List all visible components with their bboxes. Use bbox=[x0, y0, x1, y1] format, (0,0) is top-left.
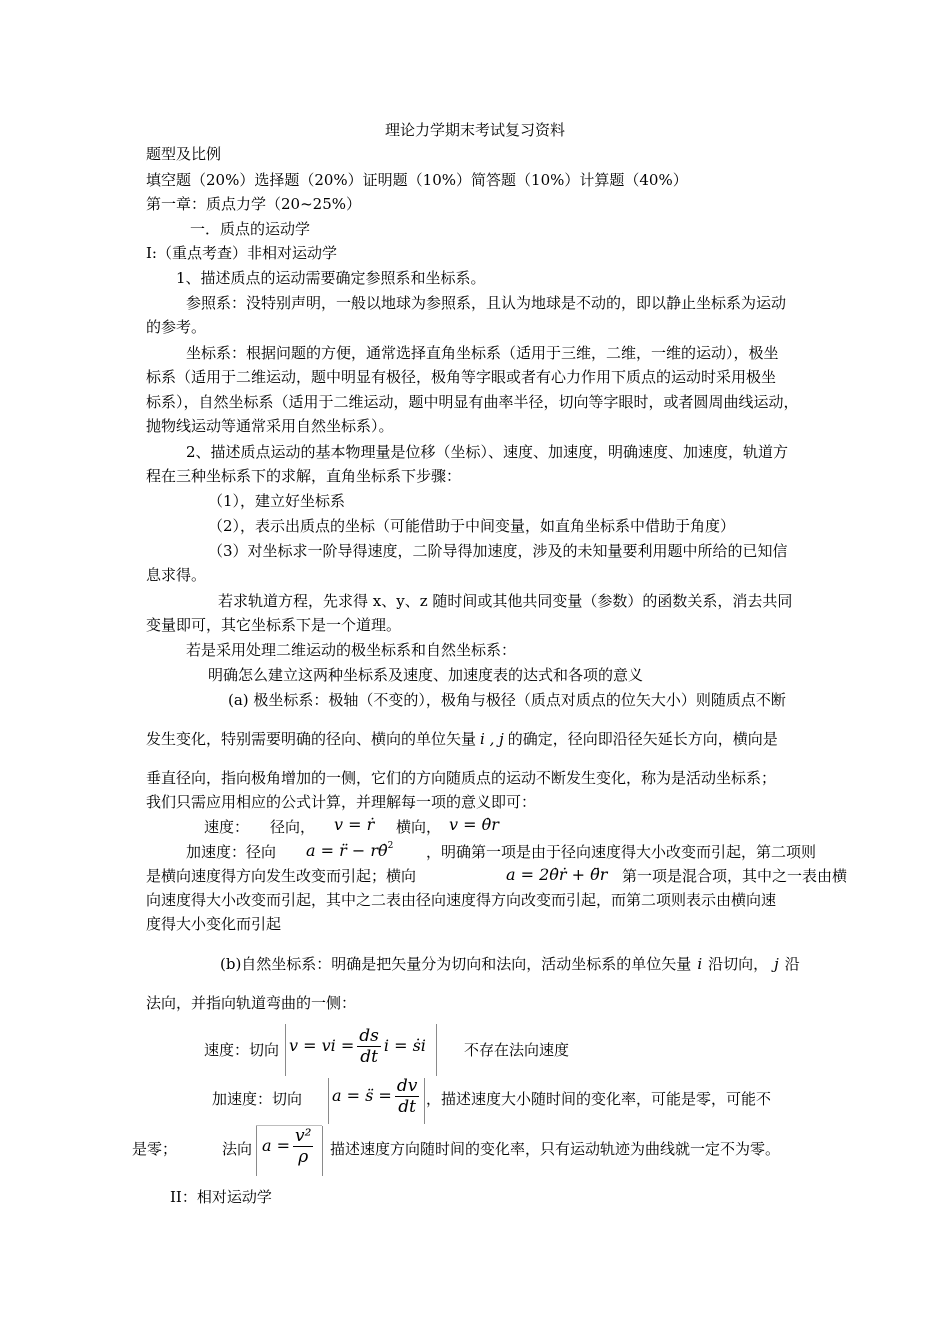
section-heading: 题型及比例 bbox=[146, 145, 222, 163]
acceleration-label: 加速度：切向 bbox=[212, 1090, 303, 1108]
tangential-velocity-formula: v = vi = $\frac{ds}{dt}$ i = ṡi bbox=[289, 1026, 426, 1067]
part-heading: I:（重点考查）非相对运动学 bbox=[146, 244, 337, 262]
formula-frame-line bbox=[424, 1078, 425, 1124]
text-span: (b)自然坐标系：明确是把矢量分为切向和法向，活动坐标系的单位矢量 bbox=[220, 955, 692, 973]
paragraph-line: 息求得。 bbox=[146, 566, 207, 584]
paragraph-line: 标系），自然坐标系（适用于二维运动，题中明显有曲率半径，切向等字眼时，或者圆周曲线运动， bbox=[146, 393, 799, 411]
paragraph-line: 1、描述质点的运动需要确定参照系和坐标系。 bbox=[176, 269, 486, 287]
formula-frame-line bbox=[436, 1024, 437, 1076]
paragraph-line: 2、描述质点运动的基本物理量是位移（坐标）、速度、加速度，明确速度、加速度，轨道方 bbox=[186, 443, 789, 461]
unit-vectors-formula: i , j bbox=[480, 730, 504, 748]
radial-velocity-formula: v = ṙ bbox=[334, 815, 375, 834]
formula-frame-line bbox=[256, 1126, 257, 1176]
velocity-label: 速度：切向 bbox=[204, 1041, 280, 1059]
paragraph-line: 法向，并指向轨道弯曲的一侧： bbox=[146, 994, 357, 1012]
paragraph-line: 程在三种坐标系下的求解，直角坐标系下步骤： bbox=[146, 467, 462, 485]
fraction: $\frac{dv}{dt}$ bbox=[396, 1076, 418, 1117]
paragraph-line: 坐标系：根据问题的方便，通常选择直角坐标系（适用于三维，二维，一维的运动），极坐 bbox=[186, 344, 779, 362]
paragraph-line: 参照系：没特别声明，一般以地球为参照系，且认为地球是不动的，即以静止坐标系为运动 bbox=[186, 294, 787, 312]
text-span: 沿 bbox=[784, 955, 800, 973]
paragraph-line bbox=[220, 954, 800, 974]
formula-frame-line bbox=[285, 1024, 286, 1076]
question-types-line: 填空题（20%）选择题（20%）证明题（10%）简答题（10%）计算题（40%） bbox=[146, 171, 688, 189]
paragraph-line: (a) 极坐标系：极轴（不变的），极角与极径（质点对质点的位矢大小）则随质点不断 bbox=[228, 691, 786, 709]
paragraph-line: 向速度得大小改变而引起，其中之二表由径向速度得方向改变而引起，而第二项则表示由横向速 bbox=[146, 891, 777, 909]
chapter-heading: 第一章：质点力学（20~25%） bbox=[146, 195, 361, 213]
subsection-heading: 一．质点的运动学 bbox=[190, 220, 311, 238]
velocity-label: 速度： bbox=[204, 818, 250, 836]
text-span: 的确定，径向即沿径矢延长方向，横向是 bbox=[507, 730, 778, 748]
paragraph-line: 第一项是混合项，其中之一表由横 bbox=[622, 867, 848, 885]
part-heading: II：相对运动学 bbox=[170, 1188, 272, 1206]
paragraph-line: ，明确第一项是由于径向速度得大小改变而引起，第二项则 bbox=[426, 843, 817, 861]
radial-acceleration-formula: a = r̈ − rθ̇$^2$ bbox=[306, 841, 394, 860]
fraction: $\frac{ds}{dt}$ bbox=[359, 1026, 379, 1067]
paragraph-line: 若是采用处理二维运动的极坐标系和自然坐标系： bbox=[186, 641, 517, 659]
text-span: 沿切向， bbox=[708, 955, 769, 973]
normal-acceleration-formula: a = $\frac{\text{v²}}{\rho}$ bbox=[262, 1126, 312, 1167]
tangent-unit-vector: i bbox=[697, 955, 703, 973]
step-item: （2），表示出质点的坐标（可能借助于中间变量，如直角坐标系中借助于角度） bbox=[208, 517, 736, 535]
paragraph-line: 抛物线运动等通常采用自然坐标系）。 bbox=[146, 417, 394, 435]
paragraph-line: 是零； bbox=[132, 1140, 178, 1158]
paragraph-line: 垂直径向，指向极角增加的一侧，它们的方向随质点的运动不断发生变化，称为是活动坐标系； bbox=[146, 769, 777, 787]
document-title: 理论力学期末考试复习资料 bbox=[384, 121, 565, 139]
paragraph-line: 的参考。 bbox=[146, 318, 207, 336]
paragraph-line: 明确怎么建立这两种坐标系及速度、加速度表的达式和各项的意义 bbox=[208, 666, 644, 684]
paragraph-line: 不存在法向速度 bbox=[464, 1041, 570, 1059]
formula-frame-line bbox=[328, 1078, 329, 1124]
radial-label: 径向， bbox=[270, 818, 316, 836]
transverse-label: 横向， bbox=[396, 818, 442, 836]
paragraph-line: 标系（适用于二维运动，题中明显有极径，极角等字眼或者有心力作用下质点的运动时采用极坐 bbox=[146, 368, 777, 386]
acceleration-label: 加速度：径向 bbox=[186, 843, 277, 861]
fraction: $\frac{\text{v²}}{\rho}$ bbox=[295, 1126, 312, 1167]
tangential-acceleration-formula: a = s̈ = $\frac{dv}{dt}$ bbox=[332, 1076, 418, 1117]
text-span: 发生变化，特别需要明确的径向、横向的单位矢量 bbox=[146, 730, 477, 748]
paragraph-line: 我们只需应用相应的公式计算，并理解每一项的意义即可： bbox=[146, 793, 537, 811]
formula-frame-line bbox=[322, 1126, 323, 1176]
transverse-velocity-formula: v = θ̇r bbox=[449, 815, 499, 834]
normal-label: 法向 bbox=[222, 1140, 253, 1158]
paragraph-line: 度得大小变化而引起 bbox=[146, 915, 282, 933]
step-item: （1），建立好坐标系 bbox=[208, 492, 346, 510]
paragraph-line: 变量即可，其它坐标系下是一个道理。 bbox=[146, 616, 402, 634]
paragraph-line: 描述速度方向随时间的变化率，只有运动轨迹为曲线就一定不为零。 bbox=[330, 1140, 781, 1158]
normal-unit-vector: j bbox=[774, 955, 779, 973]
step-item: （3）对坐标求一阶导得速度，二阶导得加速度，涉及的未知量要利用题中所给的已知信 bbox=[208, 542, 788, 560]
paragraph-line: 是横向速度得方向发生改变而引起；横向 bbox=[146, 867, 417, 885]
paragraph-line bbox=[146, 729, 778, 749]
paragraph-line: ，描述速度大小随时间的变化率，可能是零，可能不 bbox=[426, 1090, 772, 1108]
paragraph-line: 若求轨道方程，先求得 x、y、z 随时间或其他共同变量（参数）的函数关系，消去共同 bbox=[218, 592, 793, 610]
transverse-acceleration-formula: a = 2θ̇ṙ + θ̈r bbox=[506, 865, 608, 884]
